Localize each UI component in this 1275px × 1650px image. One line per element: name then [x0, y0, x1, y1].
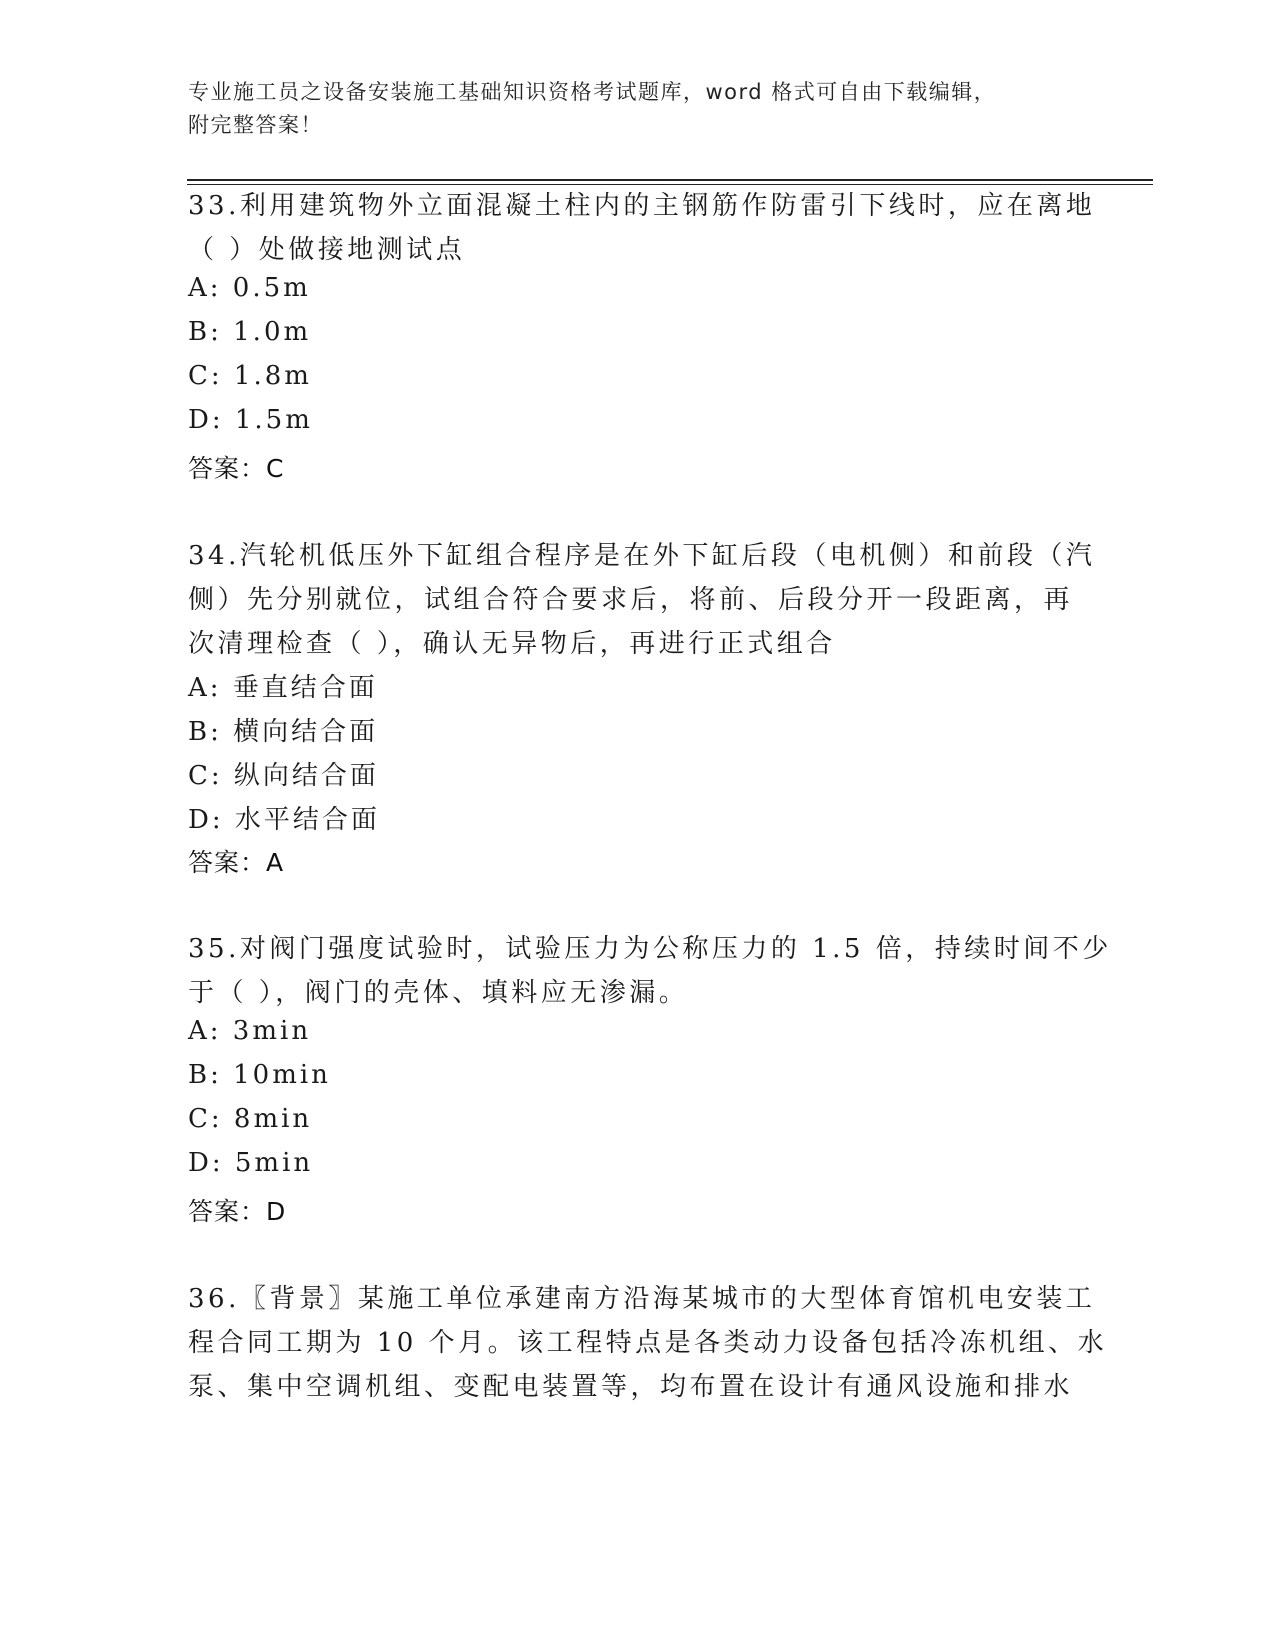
question-34-option-a: A: 垂直结合面 [188, 673, 378, 703]
question-36-stem-line-3: 泵、集中空调机组、变配电装置等，均布置在设计有通风设施和排水 [188, 1372, 1074, 1402]
question-34-option-c: C: 纵向结合面 [188, 761, 379, 791]
question-36-stem-line-2: 程合同工期为 10 个月。该工程特点是各类动力设备包括冷冻机组、水 [188, 1328, 1108, 1358]
question-33-option-d: D: 1.5m [188, 405, 313, 435]
question-36-stem-line-1: 36.〖背景〗某施工单位承建南方沿海某城市的大型体育馆机电安装工 [188, 1284, 1096, 1314]
question-34-stem-line-3: 次清理检查（ ），确认无异物后，再进行正式组合 [188, 629, 836, 659]
question-35-option-b: B: 10min [188, 1060, 331, 1090]
question-35-stem-line-1: 35.对阀门强度试验时，试验压力为公称压力的 1.5 倍，持续时间不少 [188, 934, 1112, 964]
question-33-stem-line-1: 33.利用建筑物外立面混凝土柱内的主钢筋作防雷引下线时，应在离地 [188, 191, 1096, 221]
document-header [188, 76, 1068, 142]
question-35-option-d: D: 5min [188, 1148, 314, 1178]
question-35-answer: 答案：D [188, 1197, 287, 1226]
header-line-1: 专业施工员之设备安装施工基础知识资格考试题库，word 格式可自由下载编辑， [188, 80, 997, 104]
question-35-option-c: C: 8min [188, 1104, 313, 1134]
question-34-answer: 答案：A [188, 848, 285, 877]
question-33-stem-line-2: （ ）处做接地测试点 [188, 235, 466, 265]
question-33-option-c: C: 1.8m [188, 361, 312, 391]
question-34-stem-line-1: 34.汽轮机低压外下缸组合程序是在外下缸后段（电机侧）和前段（汽 [188, 541, 1096, 571]
question-34-option-b: B: 横向结合面 [188, 717, 379, 747]
question-35-option-a: A: 3min [188, 1016, 312, 1046]
question-35-stem-line-2: 于（ ），阀门的壳体、填料应无渗漏。 [188, 978, 689, 1008]
question-33-option-a: A: 0.5m [188, 273, 311, 303]
header-line-2: 附完整答案！ [188, 113, 323, 137]
question-33-answer: 答案：C [188, 454, 285, 483]
question-33-option-b: B: 1.0m [188, 317, 312, 347]
header-divider-thick [187, 179, 1153, 181]
question-34-option-d: D: 水平结合面 [188, 805, 380, 835]
question-34-stem-line-2: 侧）先分别就位，试组合符合要求后，将前、后段分开一段距离，再 [188, 585, 1074, 615]
